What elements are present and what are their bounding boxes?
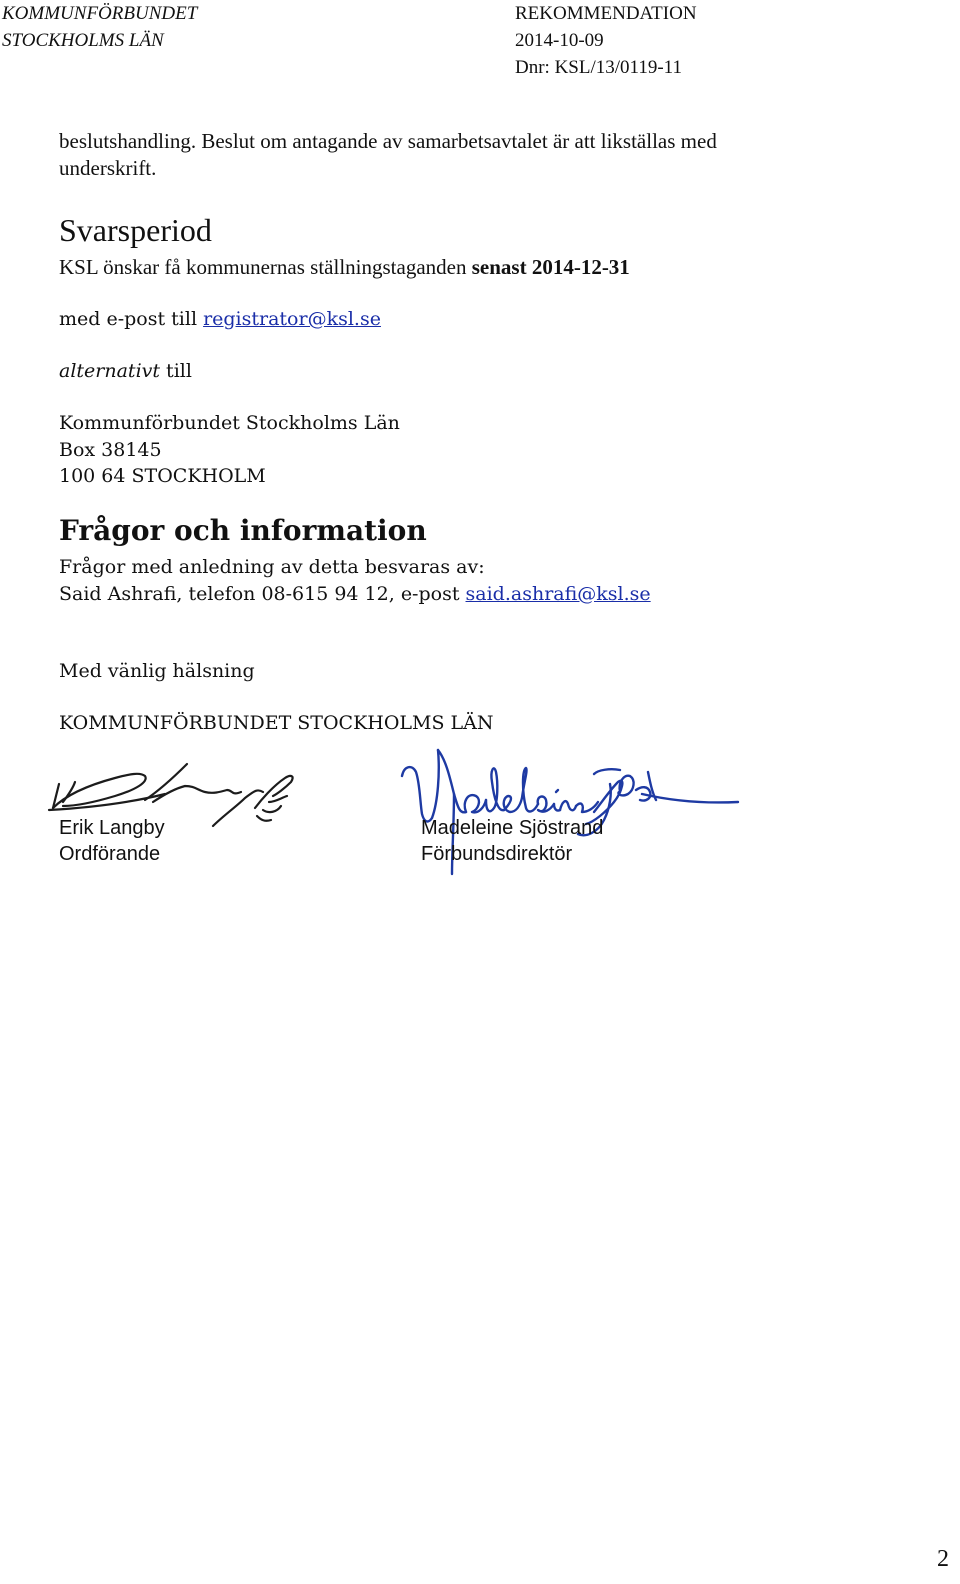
intro-line2: underskrift. [59,156,157,180]
questions-line2 [59,581,651,608]
header-reference: Dnr: KSL/13/0119-11 [515,57,682,78]
signatory-1-name: Erik Langby [59,817,165,839]
contact-email-link[interactable]: said.ashrafi@ksl.se [465,583,651,605]
header-org-line1: KOMMUNFÖRBUNDET [2,3,198,24]
svarsperiod-text [59,255,630,280]
alternative-word: alternativt [59,360,161,382]
signatory-2-title: Förbundsdirektör [421,843,573,865]
email-prefix: med e-post till [59,308,204,330]
closing-greeting: Med vänlig hälsning [59,660,255,682]
registrator-email-link[interactable]: registrator@ksl.se [203,308,381,330]
address-line1: Kommunförbundet Stockholms Län [59,412,400,434]
svarsperiod-email-line [59,306,381,333]
intro-line1: beslutshandling. Beslut om antagande av samarbetsavtalet är att likställas med [59,129,717,153]
questions-line1: Frågor med anledning av detta besvaras av: [59,556,485,578]
questions-heading: Frågor och information [59,514,427,547]
header-date: 2014-10-09 [515,30,604,51]
questions-contact: Said Ashrafi, telefon 08-615 94 12, e-post [59,583,466,605]
signatory-1-title: Ordförande [59,843,161,865]
alternative-rest: till [160,360,192,382]
svarsperiod-text-body: KSL önskar få kommunernas ställningstaganden [59,255,472,279]
address-line3: 100 64 STOCKHOLM [59,465,266,487]
signatory-2-name: Madeleine Sjöstrand [421,817,604,839]
closing-org: KOMMUNFÖRBUNDET STOCKHOLMS LÄN [59,712,494,734]
alternative-line [59,358,192,385]
header-doc-type: REKOMMENDATION [515,3,697,24]
header-org-line2: STOCKHOLMS LÄN [2,30,164,51]
address-line2: Box 38145 [59,439,162,461]
svarsperiod-heading: Svarsperiod [59,212,212,248]
svarsperiod-deadline: senast 2014-12-31 [471,255,630,279]
page-number: 2 [937,1546,949,1572]
